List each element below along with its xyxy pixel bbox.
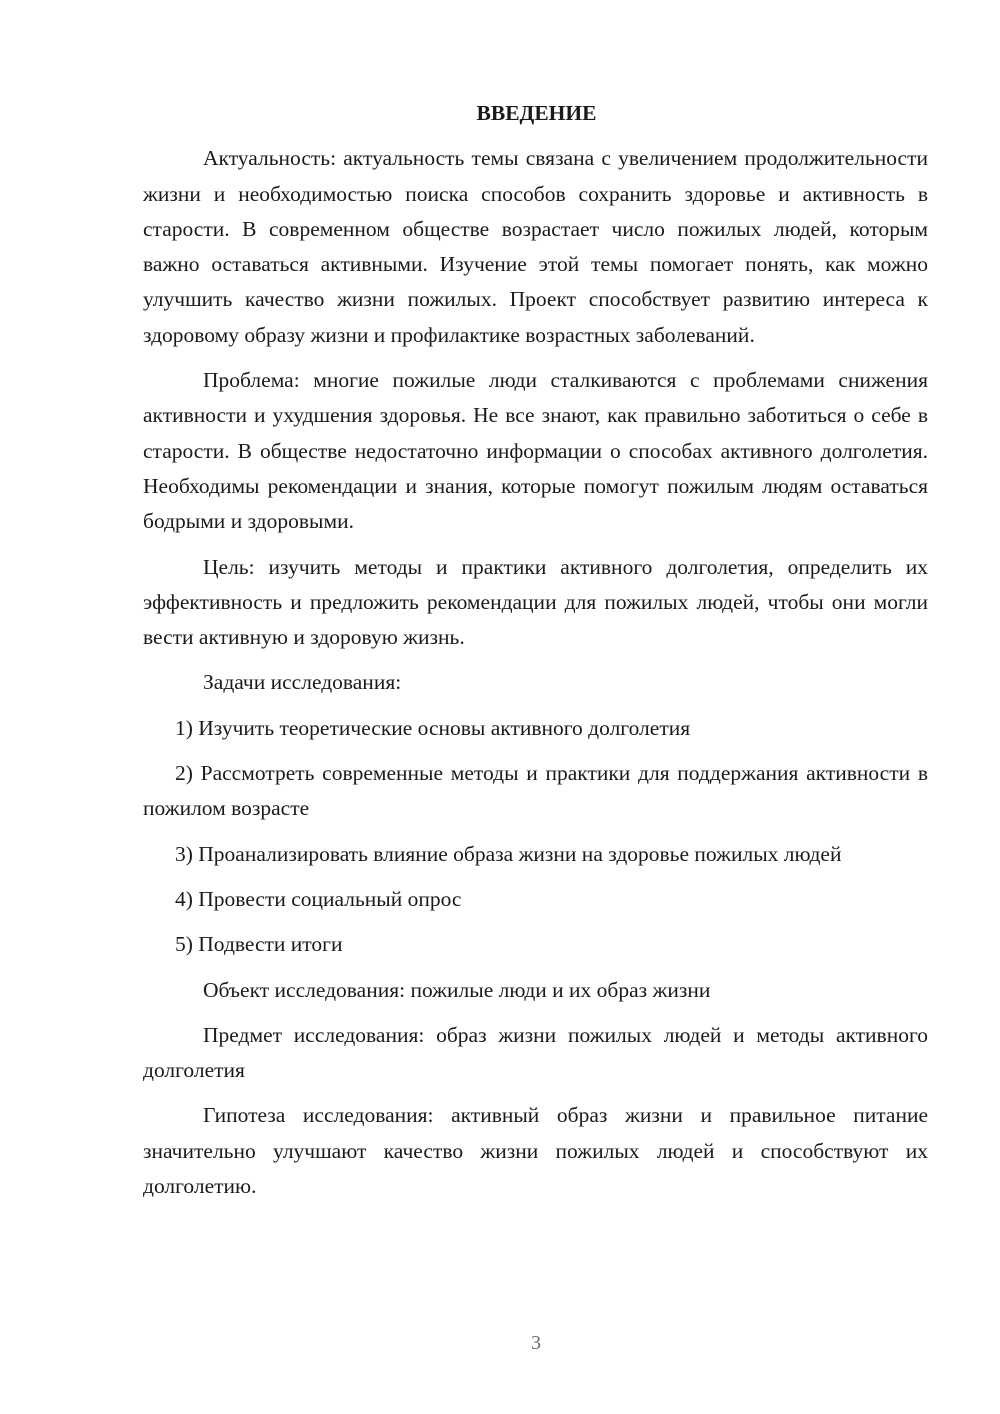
- goal-paragraph: Цель: изучить методы и практики активного долголетия, определить их эффективность и предложить рекомендации для пожилых людей, чтобы они могли вести активную и здоровую жизнь.: [143, 554, 928, 650]
- problem-paragraph: Проблема: многие пожилые люди сталкиваются с проблемами снижения активности и ухудшения здоровья. Не все знают, как правильно заботиться о себе в старости. В обществе недостаточно информации о способах активного долголетия. Необходимы рекомендации и знания, которые помогут пожилым людям оставаться бодрыми и здоровыми.: [143, 368, 928, 534]
- tasks-heading: Задачи исследования:: [203, 670, 402, 695]
- task-item-1: 1) Изучить теоретические основы активного долголетия: [175, 715, 691, 740]
- hypothesis-paragraph: Гипотеза исследования: активный образ жизни и правильное питание значительно улучшают качество жизни пожилых людей и способствуют их долголетию.: [143, 1103, 928, 1199]
- task-item-3: 3) Проанализировать влияние образа жизни на здоровье пожилых людей: [175, 841, 842, 866]
- page-number: 3: [531, 1332, 541, 1354]
- task-item-2: 2) Рассмотреть современные методы и практики для поддержания активности в пожилом возрасте: [143, 761, 928, 821]
- task-item-5: 5) Подвести итоги: [175, 932, 343, 957]
- relevance-paragraph: Актуальность: актуальность темы связана с увеличением продолжительности жизни и необходимостью поиска способов сохранить здоровье и активность в старости. В современном обществе возрастает число пожилых людей, которым важно оставаться активными. Изучение этой темы помогает понять, как можно улучшить качество жизни пожилых. Проект способствует развитию интереса к здоровому образу жизни и профилактике возрастных заболеваний.: [143, 146, 928, 347]
- task-item-4: 4) Провести социальный опрос: [175, 886, 462, 911]
- subject-paragraph: Предмет исследования: образ жизни пожилых людей и методы активного долголетия: [143, 1022, 928, 1083]
- object-paragraph: Объект исследования: пожилые люди и их образ жизни: [203, 977, 711, 1002]
- document-page: [143, 96, 928, 1214]
- page-title: ВВЕДЕНИЕ: [476, 101, 597, 125]
